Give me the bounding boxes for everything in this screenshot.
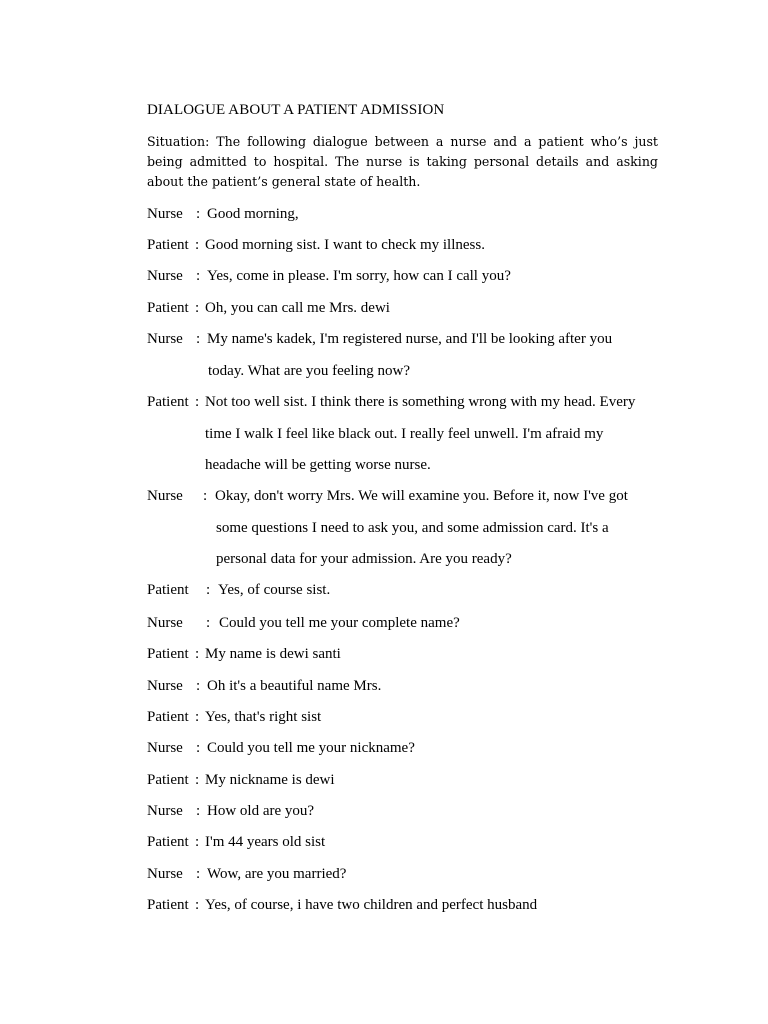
dialogue-line-text: Good morning sist. I want to check my illness. (205, 237, 485, 253)
speaker-separator: : (196, 740, 201, 756)
dialogue-line-text: My name's kadek, I'm registered nurse, and I'll be looking after you (207, 331, 613, 347)
speaker-separator: : (195, 237, 200, 253)
dialogue-line-text: Yes, of course sist. (218, 582, 331, 598)
speaker-separator: : (203, 488, 208, 504)
dialogue-line-text: Oh it's a beautiful name Mrs. (207, 678, 382, 694)
dialogue-line-text: time I walk I feel like black out. I really feel unwell. I'm afraid my (205, 426, 604, 442)
dialogue-line-text: How old are you? (207, 803, 315, 819)
dialogue-line-text: Yes, that's right sist (205, 709, 322, 725)
dialogue-line-text: I'm 44 years old sist (205, 834, 326, 850)
speaker-label: Nurse (147, 268, 183, 284)
dialogue-line-text: some questions I need to ask you, and some admission card. It's a (216, 520, 609, 536)
dialogue-line-text: Could you tell me your nickname? (207, 740, 415, 756)
dialogue-line-text: personal data for your admission. Are you ready? (216, 551, 512, 567)
document-title: DIALOGUE ABOUT A PATIENT ADMISSION (147, 102, 445, 118)
dialogue-line-text: Oh, you can call me Mrs. dewi (205, 300, 390, 316)
dialogue-line-text: My name is dewi santi (205, 646, 341, 662)
speaker-label: Patient (147, 834, 189, 850)
speaker-label: Patient (147, 897, 189, 913)
dialogue-line-text: today. What are you feeling now? (208, 363, 411, 379)
speaker-separator: : (195, 646, 200, 662)
speaker-separator: : (195, 300, 200, 316)
speaker-separator: : (196, 866, 201, 882)
speaker-label: Patient (147, 300, 189, 316)
speaker-separator: : (195, 394, 200, 410)
speaker-label: Nurse (147, 803, 183, 819)
dialogue-line-text: Okay, don't worry Mrs. We will examine you. Before it, now I've got (215, 488, 628, 504)
speaker-separator: : (196, 268, 201, 284)
situation-paragraph: Situation: The following dialogue between a nurse and a patient who’s just being admitted to hospital. The nurse is taking personal details and asking about the patient’s general state of health. (147, 134, 658, 189)
speaker-label: Nurse (147, 866, 183, 882)
speaker-label: Nurse (147, 678, 183, 694)
dialogue-line-text: My nickname is dewi (205, 772, 335, 788)
speaker-separator: : (195, 772, 200, 788)
speaker-label: Nurse (147, 331, 183, 347)
speaker-separator: : (195, 897, 200, 913)
dialogue-line-text: Not too well sist. I think there is something wrong with my head. Every (205, 394, 636, 410)
speaker-label: Nurse (147, 740, 183, 756)
speaker-label: Nurse (147, 488, 183, 504)
dialogue-line-text: Wow, are you married? (207, 866, 347, 882)
speaker-label: Patient (147, 772, 189, 788)
dialogue-line-text: Yes, come in please. I'm sorry, how can I call you? (207, 268, 511, 284)
speaker-label: Patient (147, 646, 189, 662)
speaker-separator: : (195, 709, 200, 725)
speaker-separator: : (196, 678, 201, 694)
speaker-label: Nurse (147, 206, 183, 222)
dialogue-line-text: Could you tell me your complete name? (219, 615, 460, 631)
speaker-separator: : (195, 834, 200, 850)
speaker-separator: : (206, 582, 211, 598)
speaker-label: Patient (147, 237, 189, 253)
speaker-separator: : (196, 331, 201, 347)
speaker-separator: : (206, 615, 211, 631)
speaker-label: Patient (147, 582, 189, 598)
speaker-separator: : (196, 206, 201, 222)
speaker-label: Patient (147, 394, 189, 410)
dialogue-line-text: Yes, of course, i have two children and perfect husband (205, 897, 538, 913)
speaker-label: Nurse (147, 615, 183, 631)
speaker-label: Patient (147, 709, 189, 725)
dialogue-line-text: Good morning, (207, 206, 299, 222)
dialogue-line-text: headache will be getting worse nurse. (205, 457, 431, 473)
speaker-separator: : (196, 803, 201, 819)
